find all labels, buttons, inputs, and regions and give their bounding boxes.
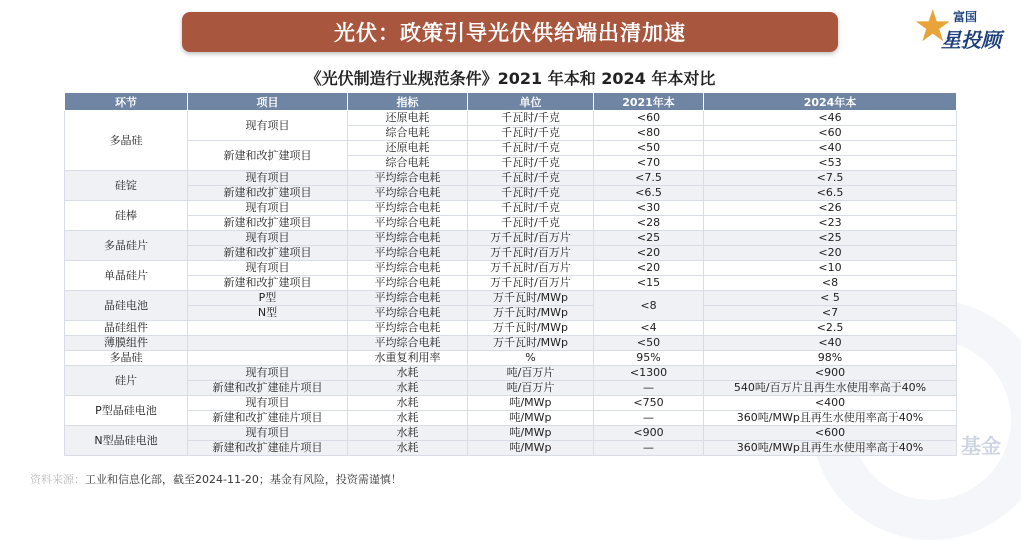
table-row	[65, 261, 957, 276]
cell-2024: <23	[704, 216, 957, 231]
cell-unit: 千瓦时/千克	[468, 201, 594, 216]
cell-2024: < 5	[704, 291, 957, 306]
header-2024: 2024年本	[704, 93, 957, 111]
cell-segment: 多晶硅片	[65, 231, 188, 261]
cell-unit: 吨/MWp	[468, 396, 594, 411]
cell-project: 新建和改扩建项目	[188, 216, 348, 231]
table-row	[65, 246, 957, 261]
table-row	[65, 276, 957, 291]
cell-2024: 360吨/MWp且再生水使用率高于40%	[704, 441, 957, 456]
table-row	[65, 201, 957, 216]
cell-unit: 千瓦时/千克	[468, 126, 594, 141]
cell-2021: <7.5	[594, 171, 704, 186]
cell-2021: <900	[594, 426, 704, 441]
table-row	[65, 291, 957, 306]
table-row	[65, 186, 957, 201]
cell-project: 现有项目	[188, 171, 348, 186]
cell-project: 现有项目	[188, 366, 348, 381]
cell-project: 新建和改扩建项目	[188, 186, 348, 201]
cell-project: 现有项目	[188, 201, 348, 216]
cell-segment: 单晶硅片	[65, 261, 188, 291]
cell-indicator: 平均综合电耗	[348, 246, 468, 261]
table-row	[65, 366, 957, 381]
brand-logo	[913, 1, 1013, 52]
cell-2024: 360吨/MWp且再生水使用率高于40%	[704, 411, 957, 426]
cell-2021: —	[594, 441, 704, 456]
cell-indicator: 还原电耗	[348, 141, 468, 156]
header-2021: 2021年本	[594, 93, 704, 111]
cell-2021: <30	[594, 201, 704, 216]
cell-2021: <4	[594, 321, 704, 336]
cell-unit: 吨/MWp	[468, 441, 594, 456]
cell-2024: 98%	[704, 351, 957, 366]
cell-unit: 吨/百万片	[468, 366, 594, 381]
footer-note	[30, 471, 402, 487]
cell-project	[188, 336, 348, 351]
cell-indicator: 水耗	[348, 441, 468, 456]
watermark-text: 基金	[961, 434, 1001, 458]
cell-2021: <28	[594, 216, 704, 231]
footer-text: 工业和信息化部，截至2024-11-20；基金有风险，投资需谨慎！	[85, 473, 402, 486]
cell-project: 现有项目	[188, 111, 348, 141]
cell-2024: <7	[704, 306, 957, 321]
page-title-banner	[182, 12, 838, 52]
table-row	[65, 216, 957, 231]
cell-project: N型	[188, 306, 348, 321]
cell-indicator: 平均综合电耗	[348, 231, 468, 246]
cell-indicator: 平均综合电耗	[348, 291, 468, 306]
cell-2024: 540吨/百万片且再生水使用率高于40%	[704, 381, 957, 396]
cell-2021: <50	[594, 141, 704, 156]
cell-2024: <40	[704, 141, 957, 156]
cell-indicator: 平均综合电耗	[348, 171, 468, 186]
header-segment: 环节	[65, 93, 188, 111]
cell-2021: <8	[594, 291, 704, 321]
cell-project	[188, 321, 348, 336]
cell-2021: 95%	[594, 351, 704, 366]
cell-2021: —	[594, 381, 704, 396]
table-row	[65, 141, 957, 156]
cell-2024: <2.5	[704, 321, 957, 336]
cell-2021: <6.5	[594, 186, 704, 201]
cell-2021: <15	[594, 276, 704, 291]
table-row	[65, 306, 957, 321]
cell-unit: %	[468, 351, 594, 366]
cell-indicator: 平均综合电耗	[348, 276, 468, 291]
cell-2024: <900	[704, 366, 957, 381]
cell-2024: <6.5	[704, 186, 957, 201]
cell-2021: <20	[594, 261, 704, 276]
cell-2024: <7.5	[704, 171, 957, 186]
cell-project: 新建和改扩建项目	[188, 141, 348, 171]
cell-unit: 千瓦时/千克	[468, 216, 594, 231]
cell-segment: 晶硅组件	[65, 321, 188, 336]
cell-indicator: 平均综合电耗	[348, 186, 468, 201]
cell-segment: 硅锭	[65, 171, 188, 201]
cell-2021: <60	[594, 111, 704, 126]
cell-unit: 万千瓦时/百万片	[468, 246, 594, 261]
cell-2024: <600	[704, 426, 957, 441]
cell-2024: <10	[704, 261, 957, 276]
table-row	[65, 381, 957, 396]
cell-2024: <8	[704, 276, 957, 291]
cell-segment: 薄膜组件	[65, 336, 188, 351]
cell-segment: 硅片	[65, 366, 188, 396]
cell-2021: <70	[594, 156, 704, 171]
table-row	[65, 171, 957, 186]
comparison-table	[64, 92, 957, 456]
cell-indicator: 平均综合电耗	[348, 306, 468, 321]
table-row	[65, 336, 957, 351]
cell-project: 现有项目	[188, 426, 348, 441]
cell-2024: <400	[704, 396, 957, 411]
cell-2021: <750	[594, 396, 704, 411]
cell-unit: 万千瓦时/MWp	[468, 306, 594, 321]
cell-2024: <26	[704, 201, 957, 216]
cell-2021: <1300	[594, 366, 704, 381]
table-row	[65, 231, 957, 246]
cell-indicator: 水耗	[348, 411, 468, 426]
cell-2021: <20	[594, 246, 704, 261]
cell-2021: <80	[594, 126, 704, 141]
cell-project: 新建和改扩建硅片项目	[188, 441, 348, 456]
cell-2021: <50	[594, 336, 704, 351]
cell-2021: <25	[594, 231, 704, 246]
cell-2021: —	[594, 411, 704, 426]
cell-indicator: 平均综合电耗	[348, 321, 468, 336]
page-title: 光伏：政策引导光伏供给端出清加速	[334, 21, 686, 45]
cell-project: P型	[188, 291, 348, 306]
cell-2024: <40	[704, 336, 957, 351]
logo-top-text: 富国	[953, 10, 978, 24]
cell-2024: <60	[704, 126, 957, 141]
cell-indicator: 平均综合电耗	[348, 261, 468, 276]
cell-unit: 吨/百万片	[468, 381, 594, 396]
cell-unit: 万千瓦时/百万片	[468, 231, 594, 246]
header-indicator: 指标	[348, 93, 468, 111]
table-caption: 《光伏制造行业规范条件》2021 年本和 2024 年本对比	[305, 69, 716, 88]
cell-unit: 千瓦时/千克	[468, 111, 594, 126]
cell-unit: 万千瓦时/MWp	[468, 321, 594, 336]
header-project: 项目	[188, 93, 348, 111]
table-row	[65, 321, 957, 336]
cell-indicator: 综合电耗	[348, 126, 468, 141]
cell-segment: 晶硅电池	[65, 291, 188, 321]
table-row	[65, 441, 957, 456]
cell-unit: 万千瓦时/百万片	[468, 261, 594, 276]
cell-unit: 吨/MWp	[468, 411, 594, 426]
cell-project: 现有项目	[188, 231, 348, 246]
cell-project: 新建和改扩建硅片项目	[188, 381, 348, 396]
cell-project: 新建和改扩建项目	[188, 246, 348, 261]
cell-unit: 万千瓦时/MWp	[468, 336, 594, 351]
cell-indicator: 平均综合电耗	[348, 216, 468, 231]
cell-project	[188, 351, 348, 366]
table-body	[65, 111, 957, 456]
cell-2024: <53	[704, 156, 957, 171]
cell-unit: 千瓦时/千克	[468, 141, 594, 156]
cell-unit: 千瓦时/千克	[468, 186, 594, 201]
cell-segment: N型晶硅电池	[65, 426, 188, 456]
table-row	[65, 396, 957, 411]
cell-indicator: 综合电耗	[348, 156, 468, 171]
logo-main-text: 星投顾	[941, 28, 1001, 52]
table-row	[65, 426, 957, 441]
cell-indicator: 平均综合电耗	[348, 201, 468, 216]
cell-indicator: 还原电耗	[348, 111, 468, 126]
cell-indicator: 水耗	[348, 381, 468, 396]
cell-project: 现有项目	[188, 396, 348, 411]
cell-unit: 千瓦时/千克	[468, 171, 594, 186]
cell-segment: 多晶硅	[65, 111, 188, 171]
cell-unit: 万千瓦时/MWp	[468, 291, 594, 306]
table-row	[65, 351, 957, 366]
cell-project: 现有项目	[188, 261, 348, 276]
table-row	[65, 111, 957, 126]
cell-2024: <20	[704, 246, 957, 261]
cell-indicator: 水重复利用率	[348, 351, 468, 366]
cell-indicator: 水耗	[348, 396, 468, 411]
cell-unit: 千瓦时/千克	[468, 156, 594, 171]
cell-project: 新建和改扩建硅片项目	[188, 411, 348, 426]
cell-project: 新建和改扩建项目	[188, 276, 348, 291]
footer-source-label: 资料来源：	[30, 473, 85, 486]
cell-indicator: 平均综合电耗	[348, 336, 468, 351]
cell-indicator: 水耗	[348, 366, 468, 381]
cell-2024: <25	[704, 231, 957, 246]
cell-segment: 硅棒	[65, 201, 188, 231]
header-unit: 单位	[468, 93, 594, 111]
cell-2024: <46	[704, 111, 957, 126]
star-icon: ★	[913, 1, 953, 52]
cell-indicator: 水耗	[348, 426, 468, 441]
cell-unit: 吨/MWp	[468, 426, 594, 441]
table-row	[65, 411, 957, 426]
table-header-row	[65, 93, 957, 111]
cell-segment: 多晶硅	[65, 351, 188, 366]
cell-segment: P型晶硅电池	[65, 396, 188, 426]
cell-unit: 万千瓦时/百万片	[468, 276, 594, 291]
